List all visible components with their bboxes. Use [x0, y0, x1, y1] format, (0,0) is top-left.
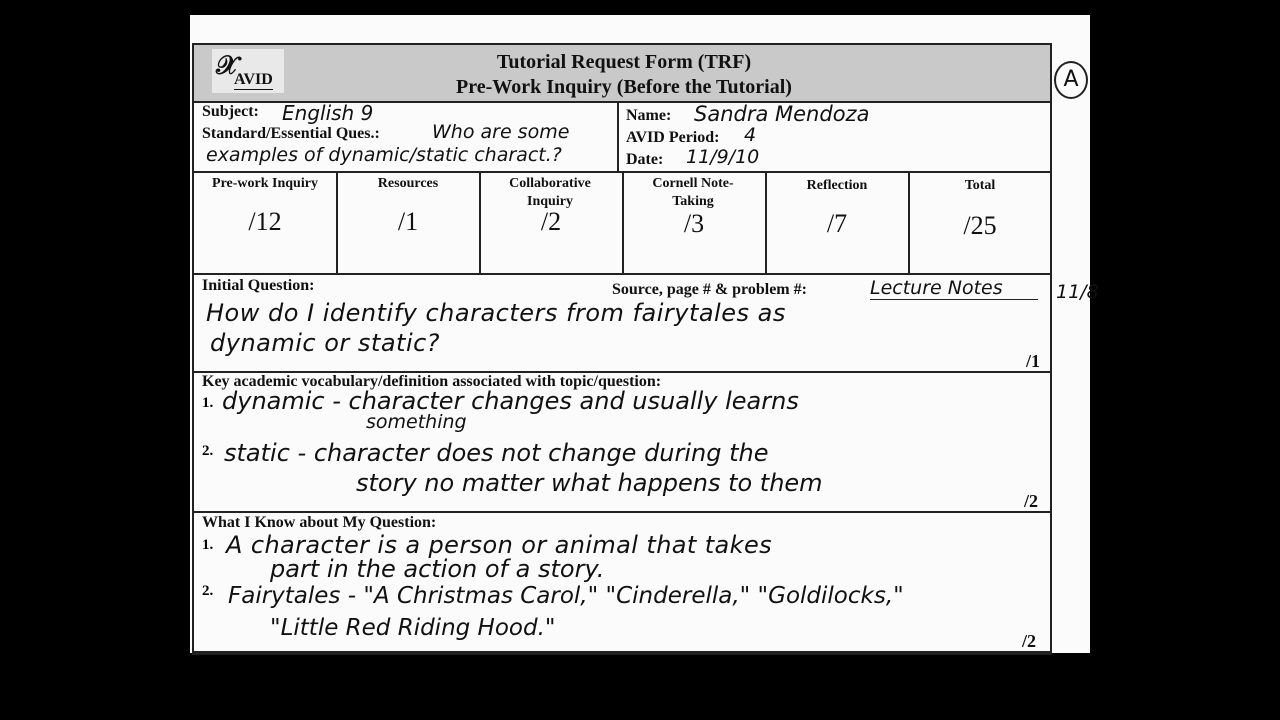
what-i-know-item-line1: A character is a person or animal that takes: [226, 531, 773, 559]
score-value-prework: /12: [248, 207, 282, 236]
initial-question-line2: dynamic or static?: [210, 329, 441, 357]
source-label: Source, page # & problem #:: [612, 281, 807, 298]
what-i-know-points: /2: [1022, 631, 1037, 651]
scanned-form-page: [190, 15, 1099, 653]
avid-figure-icon: 𝒳: [216, 51, 239, 80]
vocabulary-item-line2: something: [366, 411, 467, 433]
score-label-prework: Pre-work Inquiry: [212, 176, 318, 191]
vocabulary-item-line1: dynamic - character changes and usually learns: [222, 387, 799, 415]
vocabulary-item-number: 1.: [202, 395, 214, 411]
score-value-cornell: /3: [683, 209, 705, 238]
initial-question-line1: How do I identify characters from fairytales as: [206, 299, 786, 327]
initial-question-points: /1: [1026, 351, 1041, 371]
form-title: Tutorial Request Form (TRF): [496, 51, 752, 73]
score-label-collaborative: Collaborative Inquiry: [509, 176, 591, 209]
score-label-reflection: Reflection: [806, 178, 868, 193]
what-i-know-item-number: 2.: [202, 583, 214, 599]
vocabulary-item-line1: static - character does not change during the: [224, 439, 769, 467]
section-circle-mark: A: [1054, 61, 1088, 99]
name-label: Name:: [626, 107, 672, 124]
score-value-collaborative: /2: [540, 207, 562, 236]
margin-date-note: 11/8: [1056, 281, 1099, 303]
what-i-know-item-line2: "Little Red Riding Hood.": [270, 615, 556, 641]
score-label-cornell: Cornell Note-Taking: [652, 176, 734, 209]
form-header: [194, 45, 1050, 103]
what-i-know-item-number: 1.: [202, 537, 214, 553]
date-label: Date:: [626, 151, 664, 168]
avid-logo-text: AVID: [234, 71, 273, 88]
score-value-reflection: /7: [826, 209, 848, 238]
period-value: 4: [744, 124, 757, 146]
vocabulary-points: /2: [1024, 491, 1039, 511]
date-value: 11/9/10: [686, 146, 760, 168]
score-label-resources: Resources: [377, 176, 439, 191]
subject-label: Subject:: [202, 103, 259, 120]
score-value-total: /25: [963, 211, 997, 240]
name-value: Sandra Mendoza: [694, 102, 870, 126]
source-value: Lecture Notes: [870, 277, 1038, 300]
standard-value-line2: examples of dynamic/static charact.?: [206, 144, 562, 166]
vocabulary-label: Key academic vocabulary/definition associated with topic/question:: [202, 373, 662, 390]
standard-label: Standard/Essential Ques.:: [202, 125, 380, 142]
subject-value: English 9: [282, 101, 374, 125]
standard-value-line1: Who are some: [432, 121, 570, 143]
initial-question-label: Initial Question:: [202, 277, 315, 294]
period-label: AVID Period:: [626, 129, 720, 146]
score-label-total: Total: [964, 178, 996, 193]
form-subtitle: Pre-Work Inquiry (Before the Tutorial): [456, 76, 792, 98]
vocabulary-item-number: 2.: [202, 443, 214, 459]
what-i-know-item-line1: Fairytales - "A Christmas Carol," "Cinderella," "Goldilocks,": [228, 583, 904, 609]
score-value-resources: /1: [397, 207, 419, 236]
vocabulary-item-line2: story no matter what happens to them: [356, 469, 823, 497]
tutorial-request-form: [192, 43, 1052, 655]
what-i-know-label: What I Know about My Question:: [202, 514, 437, 531]
what-i-know-item-line2: part in the action of a story.: [270, 555, 605, 583]
